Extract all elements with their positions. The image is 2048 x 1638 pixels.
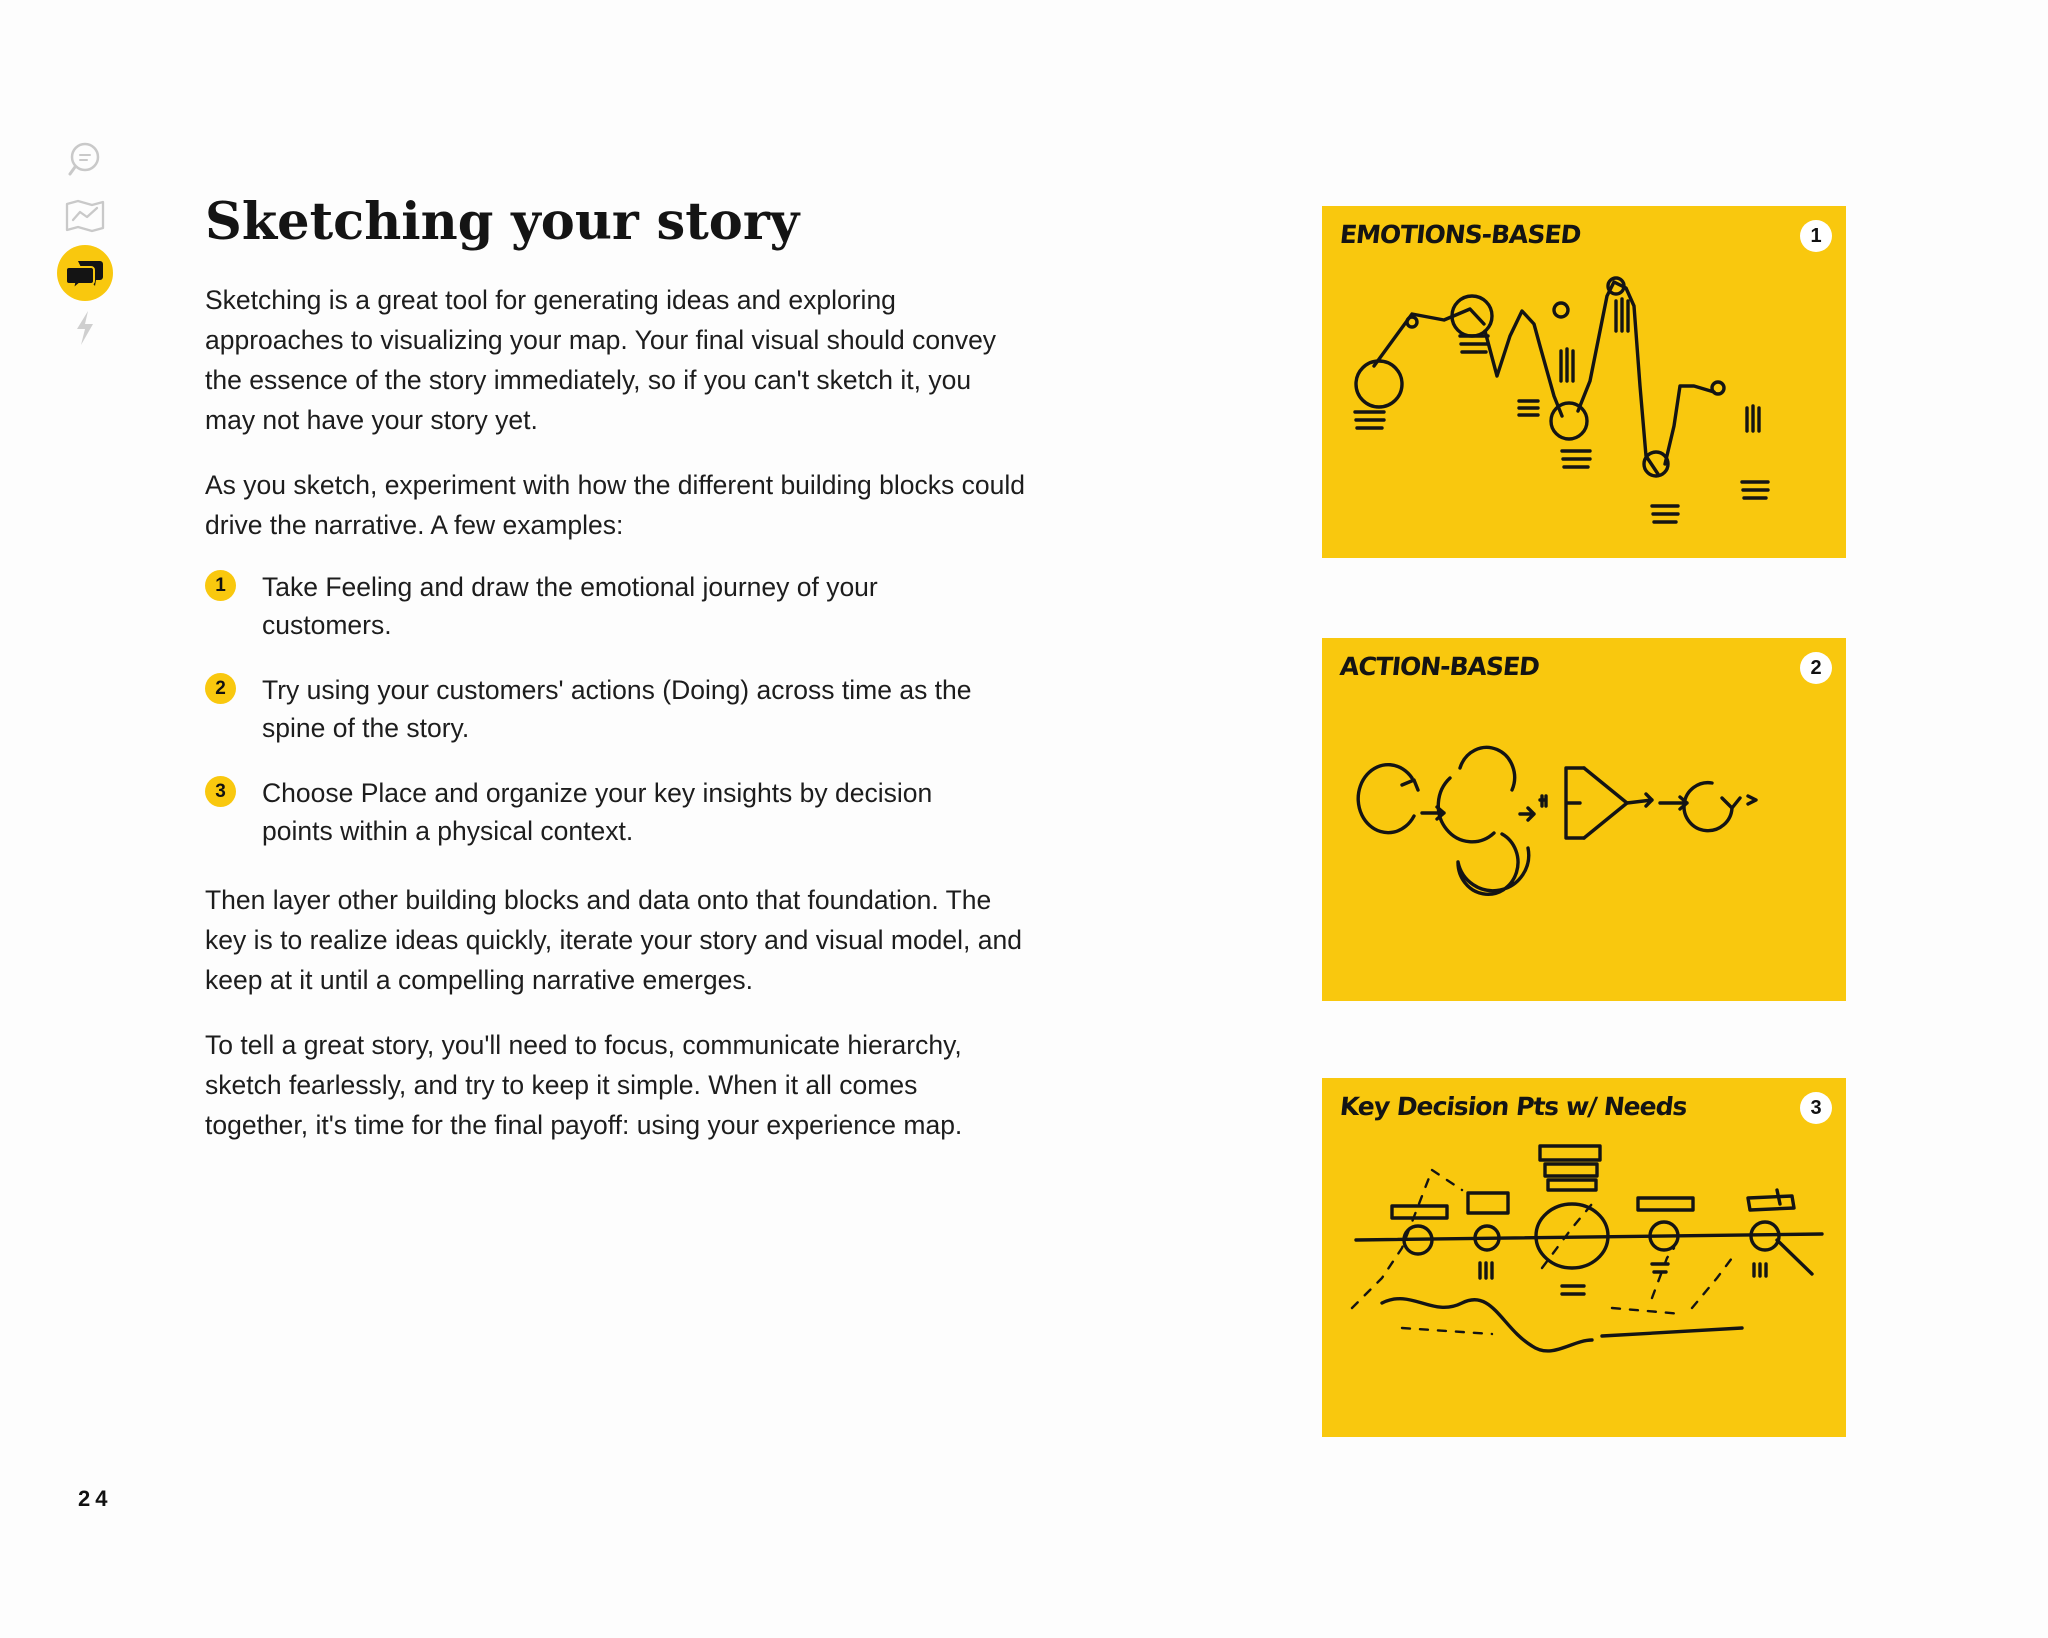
sketch-label: EMOTIONS-BASED bbox=[1338, 220, 1582, 249]
sketch-number-badge: 1 bbox=[1800, 220, 1832, 252]
layering-paragraph: Then layer other building blocks and data onto that foundation. The key is to realize ideas quickly, iterate your story and visual model, and keep at it until a compelling narrative emerges. bbox=[205, 885, 1022, 995]
sketch-emotions-based bbox=[1322, 206, 1846, 558]
sketch-label: Key Decision Pts w/ Needs bbox=[1338, 1092, 1689, 1121]
action-flow-sketch bbox=[1322, 638, 1846, 1001]
closing-paragraph: To tell a great story, you'll need to focus, communicate hierarchy, sketch fearlessly, and try to keep it simple. When it all comes together, it's time for the final payoff: using your experience map. bbox=[205, 1030, 963, 1140]
number-badge: 3 bbox=[205, 776, 236, 807]
sketch-action-based bbox=[1322, 638, 1846, 1001]
sketch-key-decision-points bbox=[1322, 1078, 1846, 1437]
example-text: Take Feeling and draw the emotional journey of your customers. bbox=[262, 572, 878, 640]
sketch-number-badge: 2 bbox=[1800, 652, 1832, 684]
example-text: Choose Place and organize your key insights by decision points within a physical context. bbox=[262, 778, 933, 846]
page-title: Sketching your story bbox=[205, 192, 800, 252]
search-bubble-icon[interactable] bbox=[66, 140, 104, 178]
emotion-curve-sketch bbox=[1322, 206, 1846, 558]
page-number: 24 bbox=[78, 1486, 113, 1511]
sketch-number-badge: 3 bbox=[1800, 1092, 1832, 1124]
number-badge: 1 bbox=[205, 570, 236, 601]
lightning-bolt-icon[interactable] bbox=[74, 310, 96, 346]
example-text: Try using your customers' actions (Doing) across time as the spine of the story. bbox=[262, 675, 972, 743]
intro-paragraph: Sketching is a great tool for generating ideas and exploring approaches to visualizing your map. Your final visual should convey the essence of the story immediately, so if you can't sketch it, you may not have your story yet. bbox=[205, 285, 997, 435]
sketch-label: ACTION-BASED bbox=[1338, 652, 1541, 681]
map-chart-icon[interactable] bbox=[64, 198, 106, 234]
examples-intro-paragraph: As you sketch, experiment with how the different building blocks could drive the narrative. A few examples: bbox=[205, 470, 1025, 540]
speech-bubbles-icon[interactable] bbox=[57, 245, 113, 301]
number-badge: 2 bbox=[205, 673, 236, 704]
decision-points-sketch bbox=[1322, 1078, 1846, 1437]
